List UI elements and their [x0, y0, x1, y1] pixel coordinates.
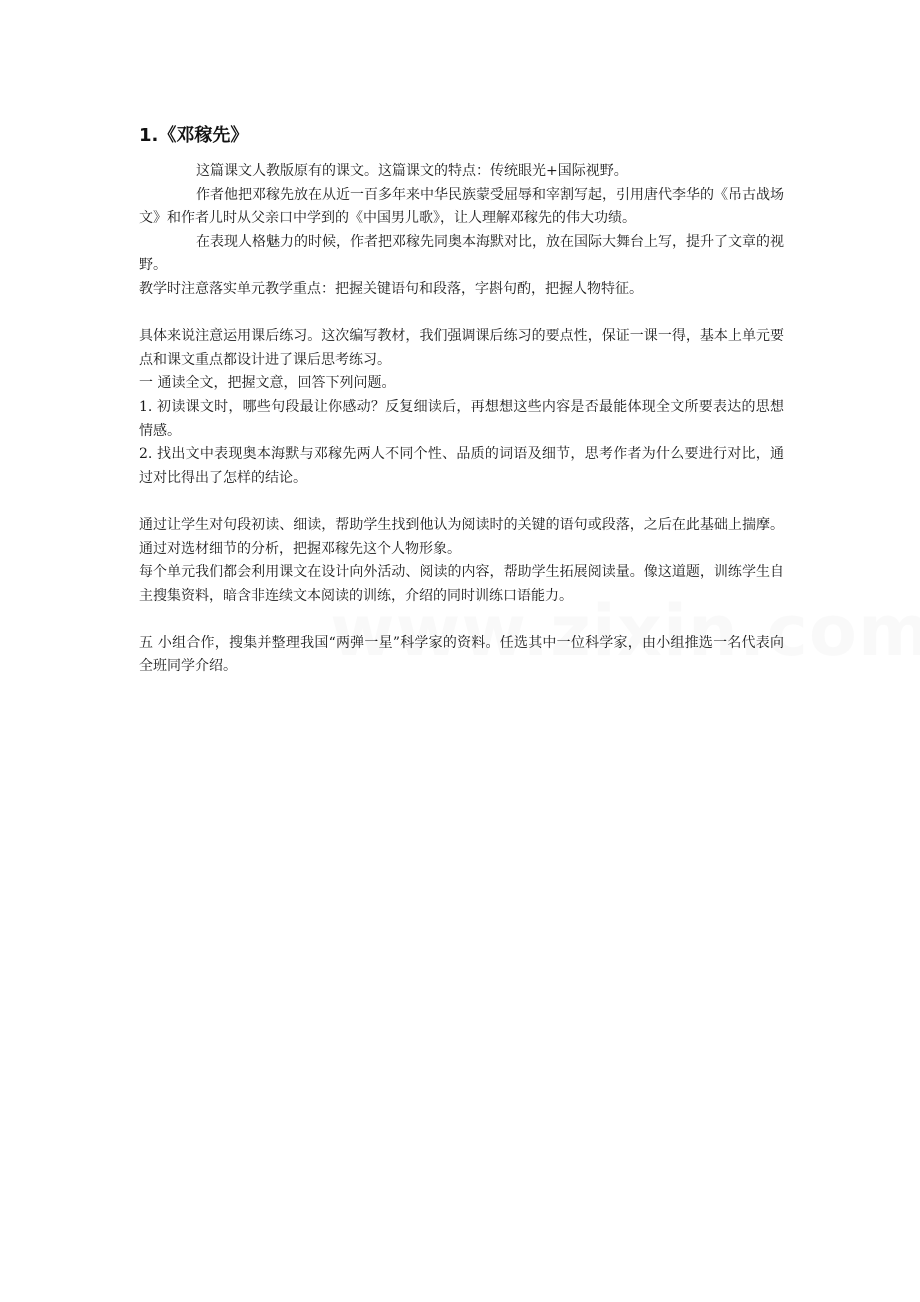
document-body — [139, 160, 784, 679]
exercise-heading-one: 一 通读全文，把握文意，回答下列问题。 — [139, 375, 396, 392]
document-title: 1.《邓稼先》 — [139, 125, 249, 146]
blank-line — [139, 490, 784, 514]
blank-line — [139, 608, 784, 632]
exercise-heading-five: 五 小组合作，搜集并整理我国“两弹一星”科学家的资料。任选其中一位科学家，由小组推选一名代表向全班同学介绍。 — [139, 634, 784, 675]
exercise-question-1: 1. 初读课文时，哪些句段最让你感动？反复细读后，再想想这些内容是否最能体现全文所要表达的思想情感。 — [139, 398, 784, 439]
paragraph-extended-reading: 每个单元我们都会利用课文在设计向外活动、阅读的内容，帮助学生拓展阅读量。像这道题，训练学生自主搜集资料，暗含非连续文本阅读的训练，介绍的同时训练口语能力。 — [139, 564, 784, 604]
blank-line — [139, 302, 784, 326]
paragraph-exercises: 具体来说注意运用课后练习。这次编写教材，我们强调课后练习的要点性，保证一课一得，基本上单元要点和课文重点都设计进了课后思考练习。 — [139, 328, 784, 368]
exercise-question-2: 2. 找出文中表现奥本海默与邓稼先两人不同个性、品质的词语及细节，思考作者为什么要进行对比，通过对比得出了怎样的结论。 — [139, 446, 784, 486]
paragraph-teaching-focus: 教学时注意落实单元教学重点：把握关键语句和段落，字斟句酌，把握人物特征。 — [139, 280, 643, 297]
paragraph-reading-method: 通过让学生对句段初读、细读，帮助学生找到他认为阅读时的关键的语句或段落，之后在此基础上揣摩。通过对选材细节的分析，把握邓稼先这个人物形象。 — [139, 516, 784, 557]
paragraph-intro: 这篇课文人教版原有的课文。这篇课文的特点：传统眼光+国际视野。 — [196, 163, 628, 179]
paragraph-background: 作者他把邓稼先放在从近一百多年来中华民族蒙受屈辱和宰割写起，引用唐代李华的《吊古战场文》和作者儿时从父亲口中学到的《中国男儿歌》，让人理解邓稼先的伟大功绩。 — [139, 186, 784, 227]
paragraph-contrast: 在表现人格魅力的时候，作者把邓稼先同奥本海默对比，放在国际大舞台上写，提升了文章的视野。 — [139, 233, 784, 274]
